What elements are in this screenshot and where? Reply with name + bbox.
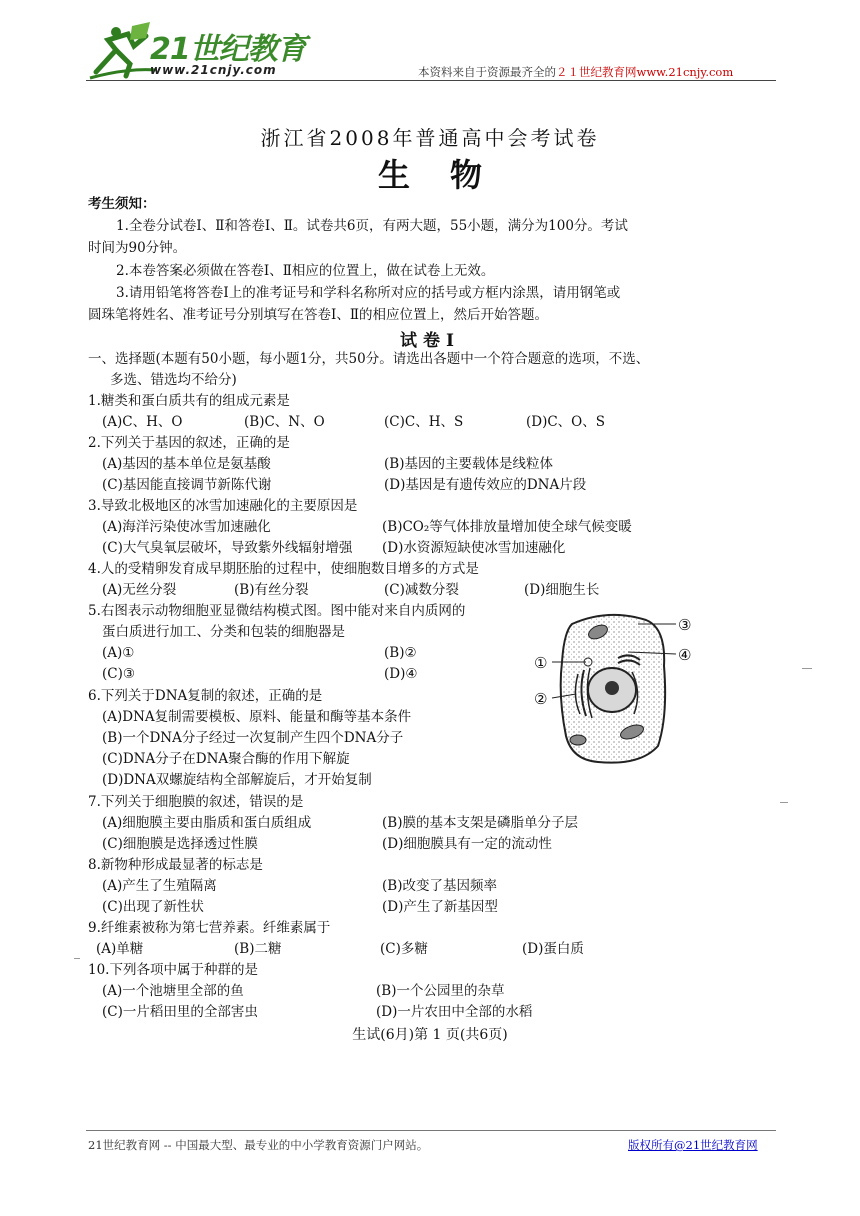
header-source: [418, 64, 733, 80]
q9-option-c: (C)多糖: [380, 941, 428, 957]
q4-option-d: (D)细胞生长: [524, 582, 600, 598]
q8-option-c: (C)出现了新性状: [102, 899, 204, 915]
q8-option-a: (A)产生了生殖隔离: [102, 878, 217, 894]
logo-url: www.21cnjy.com: [150, 63, 277, 77]
notice-line-1: 1.全卷分试卷Ⅰ、Ⅱ和答卷Ⅰ、Ⅱ。试卷共6页，有两大题，55小题，满分为100分。考试: [116, 218, 628, 234]
q4-option-a: (A)无丝分裂: [102, 582, 177, 598]
q7-option-b: (B)膜的基本支架是磷脂单分子层: [382, 815, 578, 831]
page-number-footer: 生试(6月)第 1 页(共6页): [352, 1027, 508, 1043]
logo-text: 21世纪教育: [150, 32, 306, 67]
q9-option-d: (D)蛋白质: [522, 941, 584, 957]
figure-label-4: ④: [678, 646, 692, 664]
q3-option-a: (A)海洋污染使冰雪加速融化: [102, 519, 271, 535]
scan-speck: [802, 668, 812, 669]
q3-option-c: (C)大气臭氧层破坏，导致紫外线辐射增强: [102, 540, 353, 556]
q1-option-d: (D)C、O、S: [526, 414, 606, 430]
figure-label-1: ①: [534, 654, 548, 672]
q9-stem: 9.纤维素被称为第七营养素。纤维素属于: [88, 920, 331, 936]
source-prefix: 本资料来自于资源最齐全的: [418, 65, 556, 79]
exam-title: 浙江省2008年普通高中会考试卷: [260, 126, 600, 150]
q8-stem: 8.新物种形成最显著的标志是: [88, 857, 263, 873]
q10-option-b: (B)一个公园里的杂草: [376, 983, 505, 999]
figure-label-3: ③: [678, 616, 692, 634]
animal-cell-figure: [528, 606, 700, 776]
q7-option-a: (A)细胞膜主要由脂质和蛋白质组成: [102, 815, 312, 831]
q5-option-b: (B)②: [384, 645, 417, 661]
q6-stem: 6.下列关于DNA复制的叙述，正确的是: [88, 688, 323, 704]
q5-option-a: (A)①: [102, 645, 135, 661]
source-url: www.21cnjy.com: [636, 65, 734, 79]
q5-stem-2: 蛋白质进行加工、分类和包装的细胞器是: [102, 624, 345, 640]
q2-option-b: (B)基因的主要载体是线粒体: [384, 456, 553, 472]
q9-option-b: (B)二糖: [234, 941, 282, 957]
notice-line-3: 2.本卷答案必须做在答卷Ⅰ、Ⅱ相应的位置上，做在试卷上无效。: [116, 263, 495, 279]
section1-line2: 多选、错选均不给分): [110, 372, 237, 388]
figure-label-2: ②: [534, 690, 548, 708]
q1-option-c: (C)C、H、S: [384, 414, 464, 430]
q2-option-a: (A)基因的基本单位是氨基酸: [102, 456, 271, 472]
q1-option-b: (B)C、N、O: [244, 414, 325, 430]
q6-option-b: (B)一个DNA分子经过一次复制产生四个DNA分子: [102, 730, 404, 746]
q10-stem: 10.下列各项中属于种群的是: [88, 962, 258, 978]
q8-option-d: (D)产生了新基因型: [382, 899, 498, 915]
q7-option-d: (D)细胞膜具有一定的流动性: [382, 836, 552, 852]
section1-line1: 一、选择题(本题有50小题，每小题1分，共50分。请选出各题中一个符合题意的选项，不选、: [88, 351, 650, 367]
q2-option-d: (D)基因是有遗传效应的DNA片段: [384, 477, 587, 493]
q2-option-c: (C)基因能直接调节新陈代谢: [102, 477, 272, 493]
q4-stem: 4.人的受精卵发育成早期胚胎的过程中，使细胞数目增多的方式是: [88, 561, 479, 577]
q3-stem: 3.导致北极地区的冰雪加速融化的主要原因是: [88, 498, 358, 514]
paper1-title: 试卷Ⅰ: [400, 331, 460, 351]
q5-option-c: (C)③: [102, 666, 135, 682]
notice-line-2: 时间为90分钟。: [88, 240, 187, 256]
q6-option-c: (C)DNA分子在DNA聚合酶的作用下解旋: [102, 751, 350, 767]
q9-option-a: (A)单糖: [96, 941, 144, 957]
notice-line-5: 圆珠笔将姓名、准考证号分别填写在答卷Ⅰ、Ⅱ的相应位置上，然后开始答题。: [88, 307, 549, 323]
scan-speck: [74, 958, 80, 959]
notice-heading: 考生须知：: [88, 196, 156, 212]
q10-option-d: (D)一片农田中全部的水稻: [376, 1004, 533, 1020]
q5-stem-1: 5.右图表示动物细胞亚显微结构模式图。图中能对来自内质网的: [88, 603, 466, 619]
bottom-site-description: 21世纪教育网 -- 中国最大型、最专业的中小学教育资源门户网站。: [88, 1138, 429, 1152]
q6-option-a: (A)DNA复制需要模板、原料、能量和酶等基本条件: [102, 709, 412, 725]
q8-option-b: (B)改变了基因频率: [382, 878, 497, 894]
header-divider: [86, 80, 776, 81]
q10-option-a: (A)一个池塘里全部的鱼: [102, 983, 244, 999]
q4-option-b: (B)有丝分裂: [234, 582, 309, 598]
q3-option-b: (B)CO₂等气体排放量增加使全球气候变暖: [382, 519, 632, 535]
q6-option-d: (D)DNA双螺旋结构全部解旋后，才开始复制: [102, 772, 372, 788]
q1-stem: 1.糖类和蛋白质共有的组成元素是: [88, 393, 290, 409]
q10-option-c: (C)一片稻田里的全部害虫: [102, 1004, 258, 1020]
q3-option-d: (D)水资源短缺使冰雪加速融化: [382, 540, 566, 556]
scan-speck: [780, 802, 788, 803]
q7-option-c: (C)细胞膜是选择透过性膜: [102, 836, 258, 852]
subject-title: 生物: [377, 156, 522, 194]
q2-stem: 2.下列关于基因的叙述，正确的是: [88, 435, 290, 451]
q4-option-c: (C)减数分裂: [384, 582, 459, 598]
q7-stem: 7.下列关于细胞膜的叙述，错误的是: [88, 794, 304, 810]
q5-option-d: (D)④: [384, 666, 418, 682]
copyright-link[interactable]: 版权所有@21世纪教育网: [628, 1138, 758, 1152]
source-site: ２１世纪教育网: [556, 65, 637, 79]
notice-line-4: 3.请用铅笔将答卷Ⅰ上的准考证号和学科名称所对应的括号或方框内涂黑，请用钢笔或: [116, 285, 621, 301]
bottom-divider: [86, 1130, 776, 1131]
q1-option-a: (A)C、H、O: [102, 414, 183, 430]
